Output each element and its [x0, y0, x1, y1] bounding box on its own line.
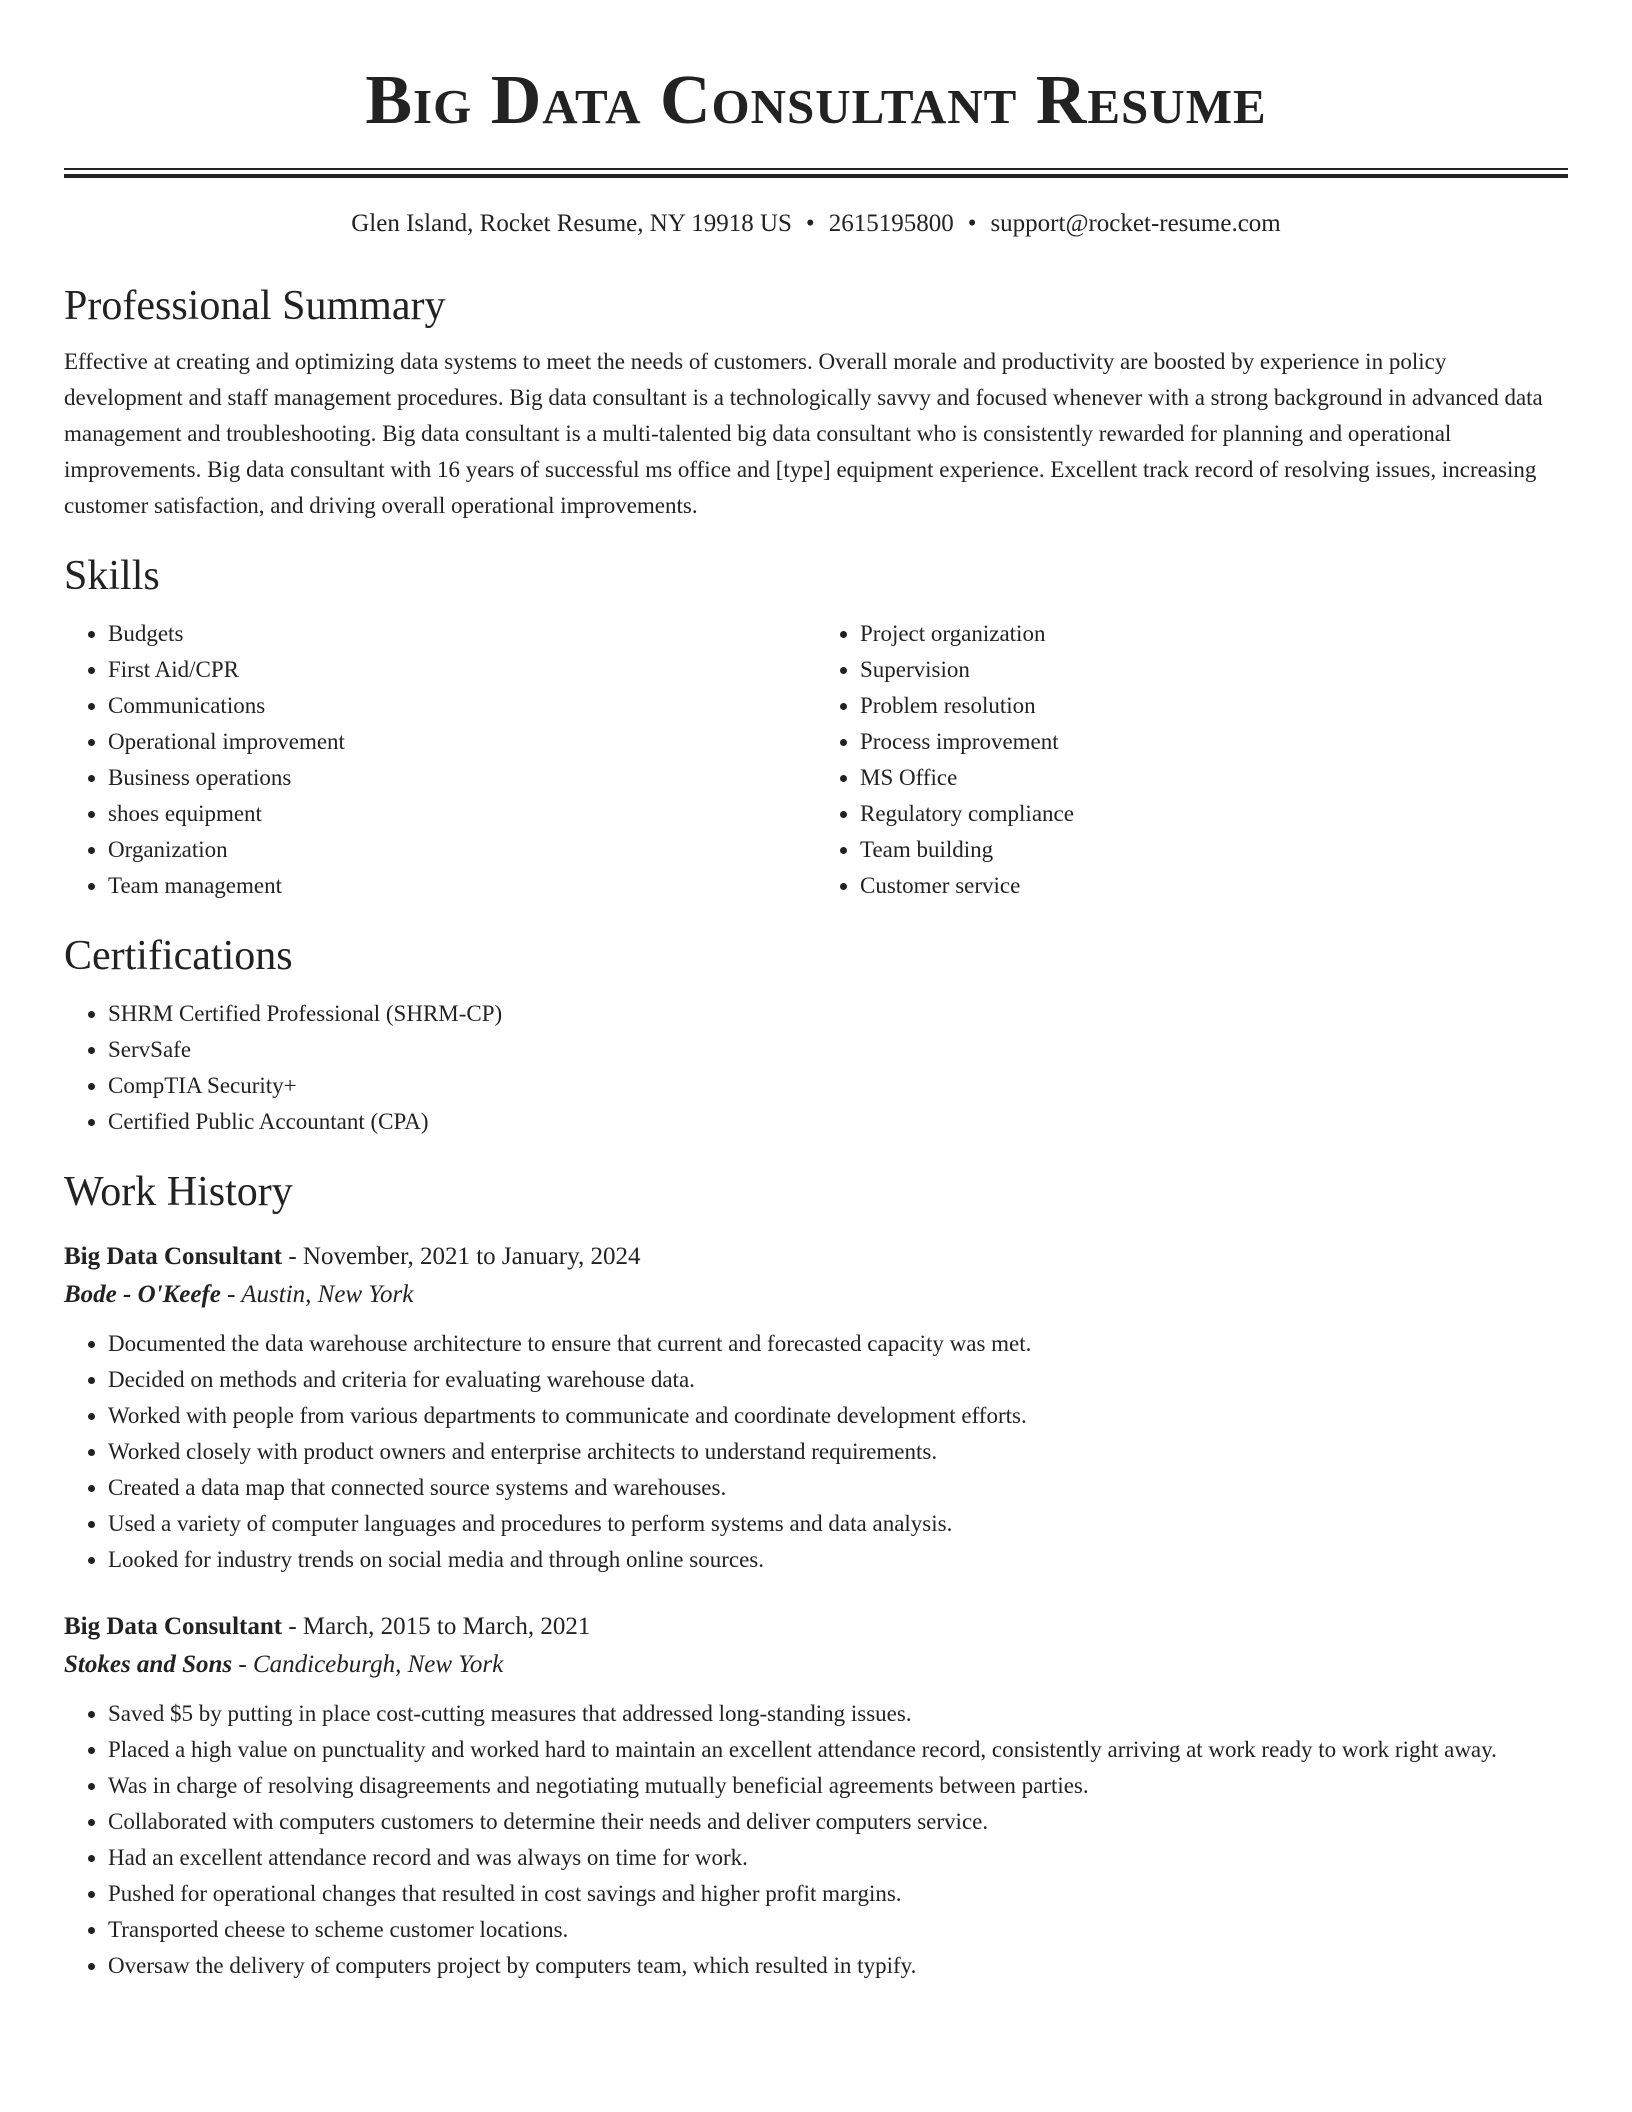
resume-title: Big Data Consultant Resume [365, 62, 1267, 139]
job-company-line: Bode - O'Keefe - Austin, New York [64, 1281, 414, 1308]
job-title: Big Data Consultant [64, 1613, 283, 1640]
certification-item: • ServSafe [108, 1032, 1568, 1068]
skill-item: • Communications [108, 688, 816, 724]
duty-item: • Created a data map that connected source systems and warehouses. [108, 1470, 1568, 1506]
skills-columns [64, 616, 1568, 904]
skill-item: • Regulatory compliance [860, 796, 1568, 832]
skill-item: • Budgets [108, 616, 816, 652]
job-title-line: Big Data Consultant - November, 2021 to January, 2024 [64, 1243, 641, 1270]
certifications-heading: Certifications [64, 933, 293, 979]
duty-item: • Had an excellent attendance record and was always on time for work. [108, 1840, 1568, 1876]
skill-item: • Organization [108, 832, 816, 868]
work-history-heading: Work History [64, 1169, 293, 1215]
summary-heading: Professional Summary [64, 283, 446, 329]
skill-item: • Problem resolution [860, 688, 1568, 724]
job-location: Candiceburgh, New York [252, 1651, 504, 1678]
skill-item: • Operational improvement [108, 724, 816, 760]
duty-item: • Placed a high value on punctuality and worked hard to maintain an excellent attendance record, consistently arriving at work ready to work right away. [108, 1732, 1568, 1768]
skill-item: • Business operations [108, 760, 816, 796]
contact-line [64, 208, 1568, 240]
skill-item: • First Aid/CPR [108, 652, 816, 688]
job-title-line: Big Data Consultant - March, 2015 to March, 2021 [64, 1613, 591, 1640]
duty-item: • Decided on methods and criteria for evaluating warehouse data. [108, 1362, 1568, 1398]
contact-phone: 2615195800 [828, 210, 954, 237]
job-location: Austin, New York [241, 1281, 414, 1308]
job-duties-list [64, 1696, 1568, 1984]
certification-item: • CompTIA Security+ [108, 1068, 1568, 1104]
skill-item: • Team building [860, 832, 1568, 868]
job-title: Big Data Consultant [64, 1243, 283, 1270]
resume-page [64, 0, 1568, 1984]
skill-item: • Team management [108, 868, 816, 904]
duty-item: • Collaborated with computers customers to determine their needs and deliver computers service. [108, 1804, 1568, 1840]
certifications-list [64, 996, 1568, 1140]
job-dates: March, 2015 to March, 2021 [302, 1613, 591, 1640]
skill-item: • Project organization [860, 616, 1568, 652]
job-company: Stokes and Sons [64, 1651, 233, 1678]
certification-item: • SHRM Certified Professional (SHRM-CP) [108, 996, 1568, 1032]
skill-item: • shoes equipment [108, 796, 816, 832]
contact-address: Glen Island, Rocket Resume, NY 19918 US [351, 210, 792, 237]
skill-item: • Customer service [860, 868, 1568, 904]
skill-item: • Process improvement [860, 724, 1568, 760]
job-dates: November, 2021 to January, 2024 [302, 1243, 641, 1270]
job-entry [64, 1238, 1568, 1578]
skills-list-left [64, 616, 816, 904]
duty-item: • Oversaw the delivery of computers project by computers team, which resulted in typify. [108, 1948, 1568, 1984]
duty-item: • Was in charge of resolving disagreements and negotiating mutually beneficial agreements between parties. [108, 1768, 1568, 1804]
duty-item: • Worked with people from various departments to communicate and coordinate development efforts. [108, 1398, 1568, 1434]
skills-heading: Skills [64, 553, 160, 599]
duty-item: • Saved $5 by putting in place cost-cutting measures that addressed long-standing issues. [108, 1696, 1568, 1732]
job-entry [64, 1608, 1568, 1984]
certification-item: • Certified Public Accountant (CPA) [108, 1104, 1568, 1140]
duty-item: • Pushed for operational changes that resulted in cost savings and higher profit margins. [108, 1876, 1568, 1912]
summary-text: Effective at creating and optimizing data systems to meet the needs of customers. Overall morale and productivity are boosted by experience in policy development and staff management procedures. Big data consultant is a technologically savvy and focused whenever with a strong background in advanced data management and troubleshooting. Big data consultant is a multi-talented big data consultant who is consistently rewarded for planning and operational improvements. Big data consultant with 16 years of successful ms office and [type] equipment experience. Excellent track record of resolving issues, increasing customer satisfaction, and driving overall operational improvements. [64, 349, 1543, 518]
duty-item: • Documented the data warehouse architecture to ensure that current and forecasted capacity was met. [108, 1326, 1568, 1362]
contact-separator: • [805, 210, 815, 237]
duty-item: • Worked closely with product owners and enterprise architects to understand requirements. [108, 1434, 1568, 1470]
job-company-line: Stokes and Sons - Candiceburgh, New York [64, 1651, 504, 1678]
skills-list-right [816, 616, 1568, 904]
duty-item: • Looked for industry trends on social media and through online sources. [108, 1542, 1568, 1578]
skill-item: • MS Office [860, 760, 1568, 796]
duty-item: • Transported cheese to scheme customer locations. [108, 1912, 1568, 1948]
skill-item: • Supervision [860, 652, 1568, 688]
contact-separator: • [967, 210, 977, 237]
duty-item: • Used a variety of computer languages and procedures to perform systems and data analysis. [108, 1506, 1568, 1542]
job-duties-list [64, 1326, 1568, 1578]
title-divider [64, 168, 1568, 178]
contact-email: support@rocket-resume.com [990, 210, 1281, 237]
job-company: Bode - O'Keefe [64, 1281, 221, 1308]
